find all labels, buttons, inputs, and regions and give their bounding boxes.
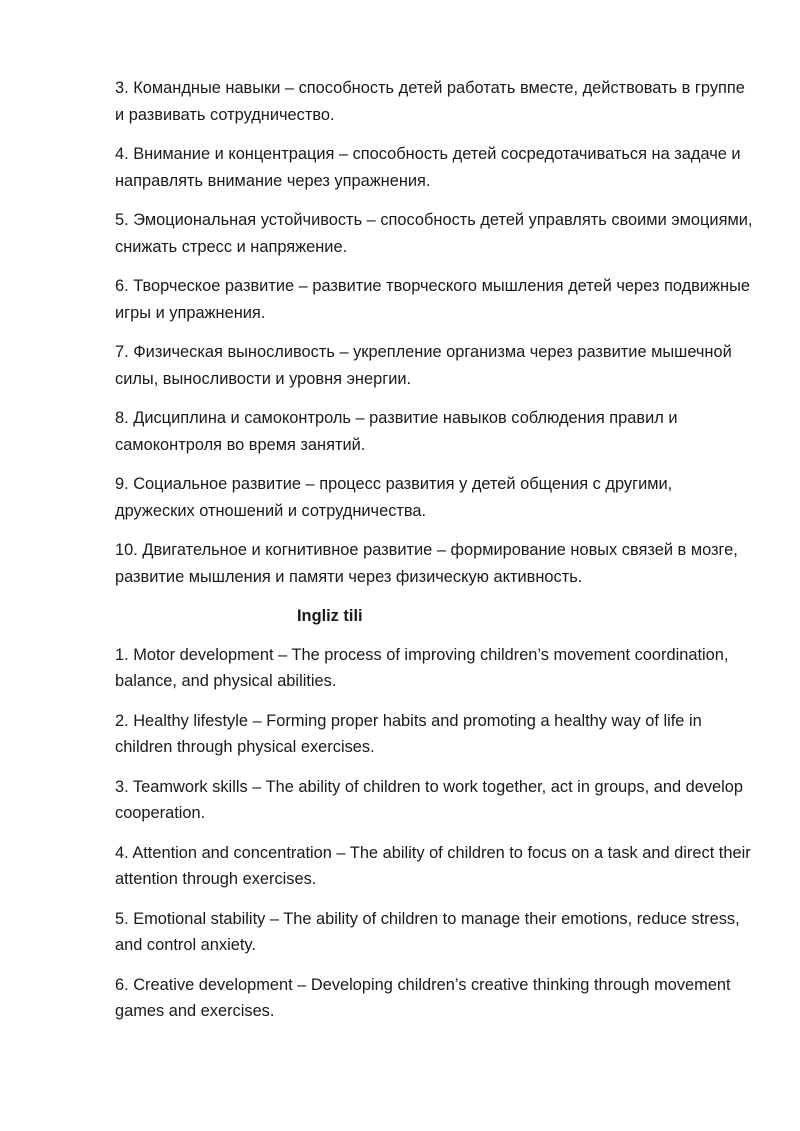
english-item: 1. Motor development – The process of improving children’s movement coordination, balance, and physical abilities. bbox=[115, 645, 729, 690]
english-item: 5. Emotional stability – The ability of children to manage their emotions, reduce stress, and control anxiety. bbox=[115, 909, 740, 954]
document-body bbox=[115, 75, 755, 1038]
russian-item: 9. Социальное развитие – процесс развития у детей общения с другими, дружеских отношений и сотрудничества. bbox=[115, 475, 673, 520]
russian-item: 5. Эмоциональная устойчивость – способность детей управлять своими эмоциями, снижать стресс и напряжение. bbox=[115, 211, 753, 256]
section-heading: Ingliz tili bbox=[297, 607, 363, 625]
russian-item: 4. Внимание и концентрация – способность детей сосредотачиваться на задаче и направлять внимание через упражнения. bbox=[115, 145, 741, 190]
russian-item: 3. Командные навыки – способность детей работать вместе, действовать в группе и развивать сотрудничество. bbox=[115, 79, 745, 124]
english-item: 6. Creative development – Developing children’s creative thinking through movement games and exercises. bbox=[115, 975, 731, 1020]
english-item: 4. Attention and concentration – The ability of children to focus on a task and direct their attention through exercises. bbox=[115, 843, 751, 888]
english-item: 2. Healthy lifestyle – Forming proper habits and promoting a healthy way of life in children through physical exercises. bbox=[115, 711, 702, 756]
russian-item: 10. Двигательное и когнитивное развитие – формирование новых связей в мозге, развитие мышления и памяти через физическую активность. bbox=[115, 541, 738, 586]
russian-item: 8. Дисциплина и самоконтроль – развитие навыков соблюдения правил и самоконтроля во время занятий. bbox=[115, 409, 678, 454]
russian-item: 6. Творческое развитие – развитие творческого мышления детей через подвижные игры и упражнения. bbox=[115, 277, 750, 322]
russian-item: 7. Физическая выносливость – укрепление организма через развитие мышечной силы, выносливости и уровня энергии. bbox=[115, 343, 732, 388]
english-item: 3. Teamwork skills – The ability of children to work together, act in groups, and develop cooperation. bbox=[115, 777, 744, 822]
